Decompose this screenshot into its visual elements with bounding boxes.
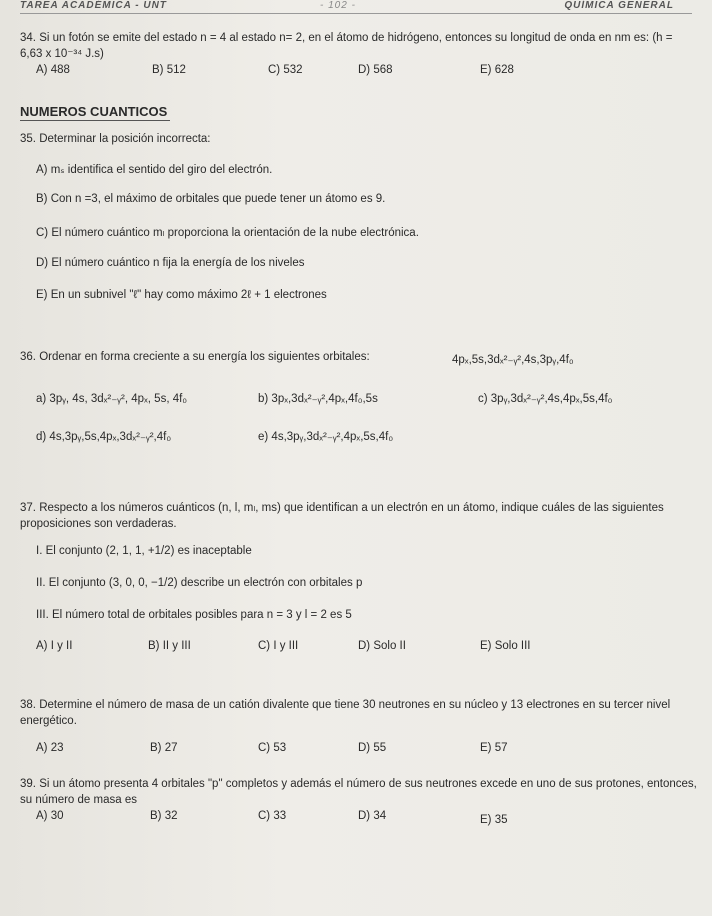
q39-option-c: C) 33: [258, 810, 287, 822]
q35-option-b: B) Con n =3, el máximo de orbitales que puede tener un átomo es 9.: [36, 193, 386, 205]
question-39: 39. Si un átomo presenta 4 orbitales "p" completos y además el número de sus neutrones excede en uno de sus protones, entonces, su número de masa es: [20, 778, 697, 806]
q37-statement-2: II. El conjunto (3, 0, 0, −1/2) describe un electrón con orbitales p: [36, 577, 363, 589]
q39-option-d: D) 34: [358, 810, 387, 822]
header-rule: [20, 13, 692, 14]
question-34: 34. Si un fotón se emite del estado n = 4 al estado n= 2, en el átomo de hidrógeno, entonces su longitud de onda en nm es: (h = 6,63 x 10⁻³⁴ J.s): [20, 32, 673, 60]
q37-option-d: D) Solo II: [358, 640, 406, 652]
q36-given-orbitals: 4pₓ,5s,3dₓ²₋ᵧ²,4s,3pᵧ,4f₀: [452, 354, 574, 366]
q34-option-d: D) 568: [358, 64, 393, 76]
section-underline: [20, 120, 170, 121]
q37-option-e: E) Solo III: [480, 640, 531, 652]
q38-option-d: D) 55: [358, 742, 387, 754]
header-right: QUÍMICA GENERAL: [564, 0, 674, 11]
q39-option-a: A) 30: [36, 810, 64, 822]
q35-option-a: A) mₛ identifica el sentido del giro del electrón.: [36, 164, 273, 176]
q38-option-a: A) 23: [36, 742, 64, 754]
q38-option-c: C) 53: [258, 742, 287, 754]
q36-option-a: a) 3pᵧ, 4s, 3dₓ²₋ᵧ², 4pₓ, 5s, 4f₀: [36, 393, 188, 405]
q36-option-c: c) 3pᵧ,3dₓ²₋ᵧ²,4s,4pₓ,5s,4f₀: [478, 393, 613, 405]
q37-option-a: A) I y II: [36, 640, 73, 652]
header-left: TAREA ACADÉMICA - UNT: [20, 0, 167, 11]
page-header: [20, 0, 704, 14]
q37-option-b: B) II y III: [148, 640, 191, 652]
q39-option-e: E) 35: [480, 814, 508, 826]
q34-option-c: C) 532: [268, 64, 303, 76]
q36-option-d: d) 4s,3pᵧ,5s,4pₓ,3dₓ²₋ᵧ²,4f₀: [36, 431, 172, 443]
section-title: NUMEROS CUANTICOS: [20, 104, 168, 119]
q38-option-b: B) 27: [150, 742, 178, 754]
header-center: - 102 -: [320, 0, 356, 11]
q37-option-c: C) I y III: [258, 640, 299, 652]
q36-option-b: b) 3pₓ,3dₓ²₋ᵧ²,4pₓ,4f₀,5s: [258, 393, 378, 405]
question-37: 37. Respecto a los números cuánticos (n, l, mₗ, ms) que identifican a un electrón en un átomo, indique cuáles de las siguientes proposiciones son verdaderas.: [20, 502, 664, 530]
q37-statement-1: I. El conjunto (2, 1, 1, +1/2) es inaceptable: [36, 545, 252, 557]
q35-option-c: C) El número cuántico mₗ proporciona la orientación de la nube electrónica.: [36, 227, 419, 239]
question-36: 36. Ordenar en forma creciente a su energía los siguientes orbitales:: [20, 351, 370, 363]
q35-option-d: D) El número cuántico n fija la energía de los niveles: [36, 257, 305, 269]
question-35: 35. Determinar la posición incorrecta:: [20, 133, 211, 145]
q35-option-e: E) En un subnivel "ℓ" hay como máximo 2ℓ + 1 electrones: [36, 289, 327, 301]
q36-option-e: e) 4s,3pᵧ,3dₓ²₋ᵧ²,4pₓ,5s,4f₀: [258, 431, 394, 443]
q34-option-e: E) 628: [480, 64, 514, 76]
q34-option-b: B) 512: [152, 64, 186, 76]
q38-option-e: E) 57: [480, 742, 508, 754]
q39-option-b: B) 32: [150, 810, 178, 822]
q34-option-a: A) 488: [36, 64, 70, 76]
question-38: 38. Determine el número de masa de un catión divalente que tiene 30 neutrones en su núcleo y 13 electrones en su tercer nivel energético.: [20, 699, 671, 727]
q37-statement-3: III. El número total de orbitales posibles para n = 3 y l = 2 es 5: [36, 609, 352, 621]
